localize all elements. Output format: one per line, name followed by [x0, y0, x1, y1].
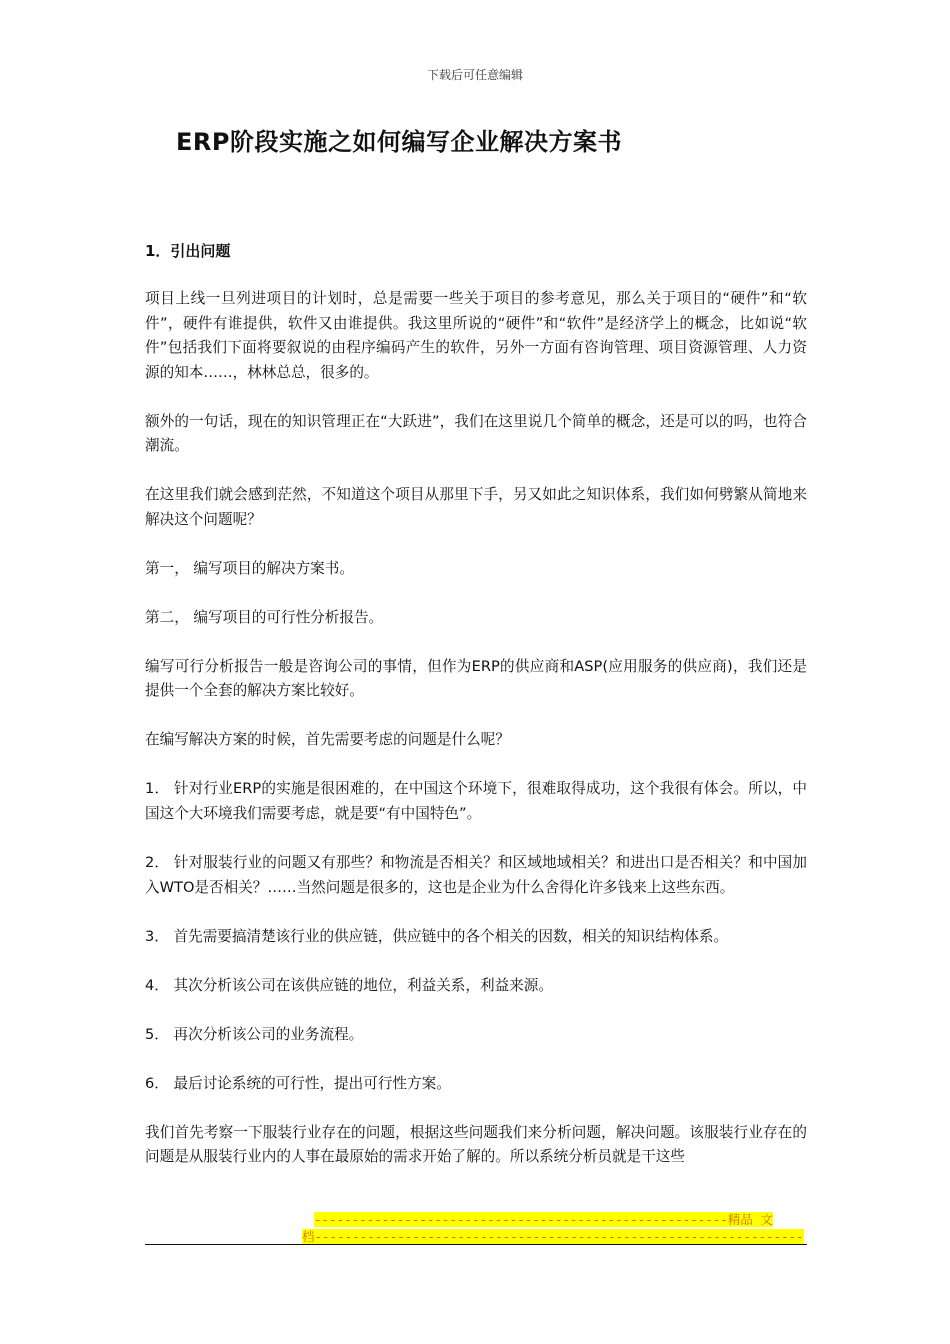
footer-marker — [302, 1211, 804, 1245]
footer-marker-line-2: 档----------------------------------------------------------------- — [302, 1229, 804, 1244]
list-item: 3． 首先需要搞清楚该行业的供应链，供应链中的各个相关的因数，相关的知识结构体系。 — [145, 927, 729, 945]
document-title: ERP阶段实施之如何编写企业解决方案书 — [176, 128, 622, 156]
footer-divider — [145, 1244, 807, 1245]
paragraph: 我们首先考察一下服装行业存在的问题，根据这些问题我们来分析问题，解决问题。该服装行业存在的问题是从服装行业内的人事在最原始的需求开始了解的。所以系统分析员就是干这些 — [145, 1123, 807, 1166]
paragraph: 第一， 编写项目的解决方案书。 — [145, 559, 354, 577]
paragraph: 在编写解决方案的时候，首先需要考虑的问题是什么呢？ — [145, 731, 510, 749]
list-item: 1． 针对行业ERP的实施是很困难的，在中国这个环境下，很难取得成功，这个我很有体会。所以，中国这个大环境我们需要考虑，就是要“有中国特色”。 — [145, 780, 807, 823]
paragraph: 在这里我们就会感到茫然，不知道这个项目从那里下手，另又如此之知识体系，我们如何劈繁从简地来解决这个问题呢？ — [145, 486, 807, 528]
list-item: 5． 再次分析该公司的业务流程。 — [145, 1025, 364, 1043]
paragraph: 额外的一句话，现在的知识管理正在“大跃进”，我们在这里说几个简单的概念，还是可以的吗，也符合潮流。 — [145, 412, 807, 455]
document-body — [145, 287, 807, 1207]
paragraph: 第二， 编写项目的可行性分析报告。 — [145, 608, 384, 626]
header-note: 下载后可任意编辑 — [426, 68, 523, 82]
paragraph: 编写可行分析报告一般是咨询公司的事情，但作为ERP的供应商和ASP(应用服务的供应商)，我们还是提供一个全套的解决方案比较好。 — [145, 657, 807, 700]
list-item: 6． 最后讨论系统的可行性，提出可行性方案。 — [145, 1074, 451, 1092]
section-heading: 1．引出问题 — [145, 242, 231, 260]
list-item: 2． 针对服装行业的问题又有那些？和物流是否相关？和区域地域相关？和进出口是否相关？和中国加入WTO是否相关？……当然问题是很多的，这也是企业为什么舍得化许多钱来上这些东西。 — [145, 854, 807, 896]
paragraph: 项目上线一旦列进项目的计划时，总是需要一些关于项目的参考意见，那么关于项目的“硬件”和“软件”，硬件有谁提供，软件又由谁提供。我这里所说的“硬件”和“软件”是经济学上的概念，比如说“软件”包括我们下面将要叙说的由程序编码产生的软件，另外一方面有咨询管理、项目资源管理、人力资源的知本……，林林总总，很多的。 — [145, 290, 807, 381]
list-item: 4． 其次分析该公司在该供应链的地位，利益关系，利益来源。 — [145, 976, 553, 994]
footer-marker-line-1: -------------------------------------------------------精品 文 — [314, 1212, 773, 1227]
